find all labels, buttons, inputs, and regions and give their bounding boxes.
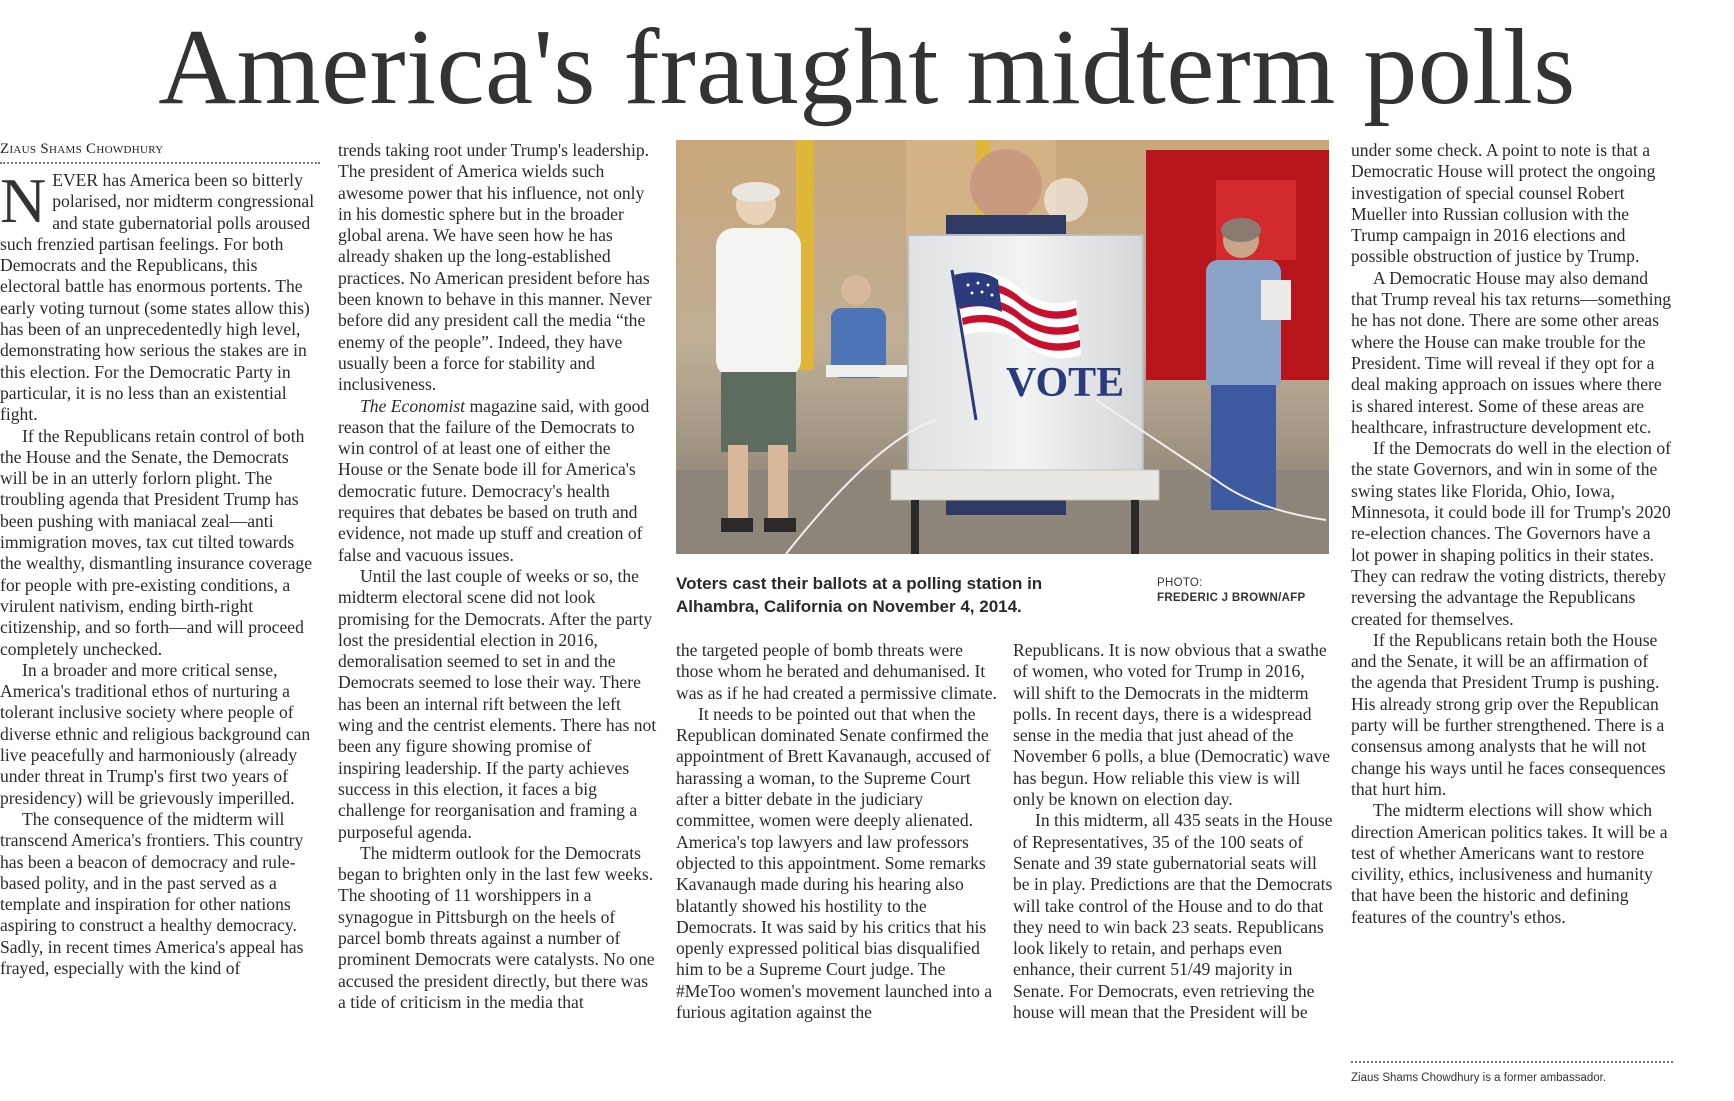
article-column-3 bbox=[676, 640, 998, 1023]
paragraph: It needs to be pointed out that when the Republican dominated Senate confirmed the appointment of Brett Kavanaugh, accused of harassing a woman, to the Supreme Court after a bitter debate in the judiciary committee, women were deeply alienated. America's top lawyers and law professors objected to this appointment. Some remarks Kavanaugh made during his hearing also blatantly showed his hostility to the Democrats. It was said by his critics that his openly expressed political bias disqualified him to be a Supreme Court judge. The #MeToo women's movement launched into a furious agitation against the bbox=[676, 703, 993, 1023]
article-column-5 bbox=[1351, 140, 1673, 928]
paragraph: If the Democrats do well in the election of the state Governors, and win in some of the swing states like Florida, Ohio, Iowa, Minnesota, it could bode ill for Trump's 2020 re-election chances. The Governors have a lot power in shaping politics in their states. They can redraw the voting districts, thereby reversing the advantage the Republicans created for themselves. bbox=[1351, 438, 1672, 629]
paragraph: In a broader and more critical sense, America's traditional ethos of nurturing a tolerant inclusive society where people of diverse ethnic and religious background can live peacefully and harmoniously (already under threat in Trump's first two years of presidency) will be grievously imperilled. bbox=[0, 659, 311, 808]
end-divider bbox=[1351, 1061, 1673, 1063]
author-tagline: Ziaus Shams Chowdhury is a former ambassador. bbox=[1351, 1072, 1607, 1084]
photo-credit bbox=[1157, 576, 1347, 606]
paragraph: under some check. A point to note is that a Democratic House will protect the ongoing investigation of special counsel Robert Mueller into Russian collusion with the Trump campaign in 2016 elections and possible obstruction of justice by Trump. bbox=[1351, 140, 1656, 267]
paragraph: If the Republicans retain control of both the House and the Senate, the Democrats will be in an utterly forlorn plight. The troubling agenda that President Trump has been pushing with maniacal zeal—anti immigration moves, tax cut tilted towards the wealthy, dismantling insurance coverage for people with pre-existing conditions, a virulent nativism, ending birth-right citizenship, and so forth—and will proceed completely unchecked. bbox=[0, 425, 313, 659]
lead-paragraph-text: EVER has America been so bitterly polarised, nor midterm congressional and state gubernatorial polls aroused such frenzied partisan feelings. For both Democrats and the Republicans, this electoral battle has enormous portents. The early voting turnout (some states allow this) has been of an unprecedentedly high level, demonstrating how serious the stakes are in this election. For the Democratic Party in particular, it is no less than an existential fight. bbox=[0, 170, 315, 425]
paragraph: trends taking root under Trump's leadership. The president of America wields such awesome power that his influence, not only in his domestic sphere but in the broader global arena. We have seen how he has already shaken up the long-established practices. No American president before has been known to behave in this manner. Never before did any president call the media “the enemy of the people”. Indeed, they have usually been a force for stability and inclusiveness. bbox=[338, 140, 652, 395]
paragraph: Until the last couple of weeks or so, the midterm electoral scene did not look promising for the Democrats. After the party lost the presidential election in 2016, demoralisation seemed to set in and the Democrats seemed to lose their way. There has been an internal rift between the left wing and the centrist elements. There has not been any figure showing promise of inspiring leadership. If the party achieves success in this election, it faces a big challenge for reorganisation and framing a purposeful agenda. bbox=[338, 565, 657, 842]
article-column-2 bbox=[338, 140, 658, 1013]
paragraph: Republicans. It is now obvious that a swathe of women, who voted for Trump in 2016, will shift to the Democrats in the midterm polls. In recent days, there is a widespread sense in the media that just ahead of the November 6 polls, a blue (Democratic) wave has begun. How reliable this view is will only be known on election day. bbox=[1013, 640, 1331, 810]
photo-credit-source: FREDERIC J BROWN/AFP bbox=[1157, 592, 1306, 604]
paragraph: A Democratic House may also demand that Trump reveal his tax returns—something he has not done. There are some other areas where the House can make trouble for the President. Time will reveal if they opt for a deal making approach on issues where there is shared interest. Some of these areas are healthcare, infrastructure development etc. bbox=[1351, 267, 1672, 437]
paragraph: In this midterm, all 435 seats in the House of Representatives, 35 of the 100 seats of Senate and 39 state gubernatorial seats will be in play. Predictions are that the Democrats will take control of the House and to do that they need to win back 23 seats. Republicans look likely to retain, and perhaps even enhance, their current 51/49 majority in Senate. For Democrats, even retrieving the house will mean that the President will be bbox=[1013, 810, 1333, 1023]
paragraph: The consequence of the midterm will transcend America's frontiers. This country has been a beacon of democracy and rule-based polity, and in the past served as a template and inspiration for other nations aspiring to construct a healthy democracy. Sadly, in recent times America's appeal has frayed, especially with the kind of bbox=[0, 808, 304, 978]
article-headline: America's fraught midterm polls bbox=[158, 8, 1576, 127]
publication-name: The Economist bbox=[360, 395, 466, 416]
vote-sign-text: VOTE bbox=[1006, 360, 1125, 406]
article-column-4 bbox=[1013, 640, 1335, 1023]
paragraph: The midterm outlook for the Democrats began to brighten only in the last few weeks. The shooting of 11 worshippers in a synagogue in Pittsburgh on the heels of parcel bomb threats against a number of prominent Democrats were catalysts. No one accused the president directly, but there was a tide of criticism in the media that bbox=[338, 842, 655, 1012]
lead-paragraph bbox=[0, 165, 320, 426]
paragraph: the targeted people of bomb threats were those whom he berated and dehumanised. It was as if he had created a permissive climate. bbox=[676, 640, 997, 703]
paragraph: If the Republicans retain both the House and the Senate, it will be an affirmation of the agenda that President Trump is pushing. His already strong grip over the Republican party will be further strengthened. There is a consensus among analysts that he will not change his ways until he faces consequences that hurt him. bbox=[1351, 629, 1666, 799]
drop-cap: N bbox=[0, 165, 47, 236]
paragraph-text: magazine said, with good reason that the failure of the Democrats to win control of at least one of either the House or the Senate bode ill for America's democratic future. Democracy's health requires that debates be based on truth and evidence, not made up stuff and creation of false and vacuous issues. bbox=[338, 395, 650, 565]
article-column-1 bbox=[0, 140, 320, 979]
paragraph: The midterm elections will show which direction American politics takes. It will be a test of whether Americans want to restore civility, ethics, inclusiveness and humanity that have been the historic and defining features of the country's ethos. bbox=[1351, 800, 1668, 927]
paragraph bbox=[338, 396, 658, 566]
photo-credit-label: PHOTO: bbox=[1157, 577, 1203, 589]
voting-booth-photo bbox=[676, 140, 1329, 554]
photo-caption: Voters cast their ballots at a polling station in Alhambra, California on November 4, 2014. bbox=[676, 574, 1043, 616]
author-byline: Ziaus Shams Chowdhury bbox=[0, 140, 320, 164]
polling-station-illustration bbox=[676, 140, 1329, 554]
